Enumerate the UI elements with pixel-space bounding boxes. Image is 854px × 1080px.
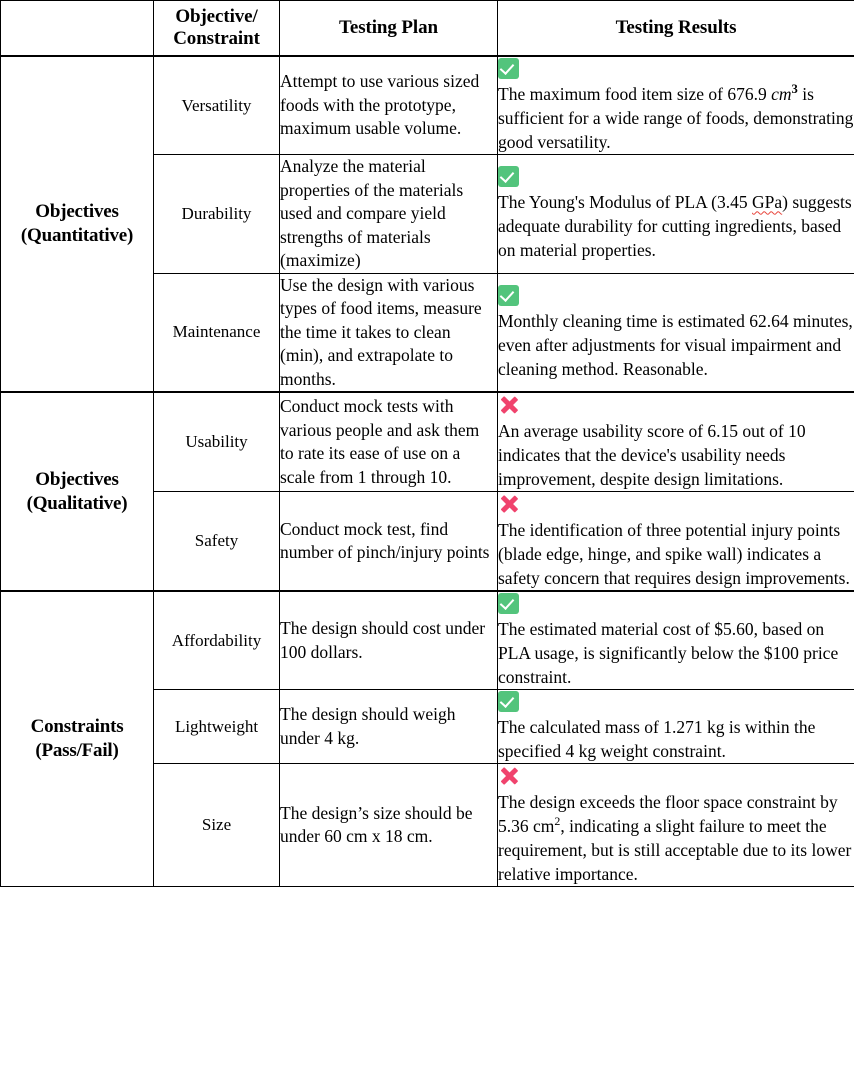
group-label-line1: Objectives xyxy=(35,201,119,222)
result-text-safety: The identification of three potential injury points (blade edge, hinge, and spike wall) indicates a safety concern that requires design improvements. xyxy=(498,520,850,588)
testing-plan-lightweight: The design should weigh under 4 kg. xyxy=(280,690,498,764)
table-row xyxy=(1,56,854,155)
result-text-part2: , indicating a slight failure to meet the requirement, but is still acceptable due to its lower relative importance. xyxy=(498,816,852,884)
result-text-lightweight: The calculated mass of 1.271 kg is within the specified 4 kg weight constraint. xyxy=(498,717,816,761)
group-label-line2: (Pass/Fail) xyxy=(35,740,119,761)
result-superscript: 2 xyxy=(554,814,561,829)
objective-name-lightweight: Lightweight xyxy=(154,690,280,764)
result-text-size xyxy=(498,790,854,886)
pass-check-icon xyxy=(498,285,854,306)
result-text-part1: The design exceeds the floor space constraint by 5.36 cm xyxy=(498,792,838,836)
testing-plan-versatility: Attempt to use various sized foods with the prototype, maximum usable volume. xyxy=(280,56,498,155)
group-label-line1: Objectives xyxy=(35,468,119,490)
pass-check-icon xyxy=(498,58,854,79)
result-text-part1: The Young's Modulus of PLA (3.45 xyxy=(498,192,753,213)
result-text-durability xyxy=(498,190,854,262)
group-label-line2: (Qualitative) xyxy=(26,492,128,514)
testing-result-durability xyxy=(498,155,854,274)
header-objective-line1: Objective/ xyxy=(175,6,258,27)
objective-name-size: Size xyxy=(154,764,280,887)
pass-check-icon xyxy=(498,593,854,614)
header-cell-testing-plan: Testing Plan xyxy=(280,1,498,57)
pass-check-icon xyxy=(498,691,854,712)
objective-name-maintenance: Maintenance xyxy=(154,273,280,392)
table-body xyxy=(1,56,854,887)
testing-plan-affordability: The design should cost under 100 dollars. xyxy=(280,591,498,690)
objective-name-usability: Usability xyxy=(154,392,280,492)
result-text-maintenance: Monthly cleaning time is estimated 62.64 minutes, even after adjustments for visual impairment and cleaning method. Reasonable. xyxy=(498,310,853,379)
objective-name-durability: Durability xyxy=(154,155,280,274)
unit-cm-cubed xyxy=(771,84,798,104)
header-cell-objective-constraint xyxy=(154,1,280,57)
fail-cross-icon xyxy=(498,765,854,787)
group-label-objectives-qualitative xyxy=(1,392,154,591)
header-objective-line2: Constraint xyxy=(173,28,260,49)
testing-result-affordability xyxy=(498,591,854,690)
testing-result-maintenance xyxy=(498,273,854,392)
header-cell-testing-results: Testing Results xyxy=(498,1,854,57)
testing-result-versatility xyxy=(498,56,854,155)
group-label-constraints-pass-fail xyxy=(1,591,154,887)
testing-result-usability xyxy=(498,392,854,492)
objective-name-affordability: Affordability xyxy=(154,591,280,690)
pass-check-icon xyxy=(498,166,854,187)
result-text-part2: ) suggests adequate durability for cutting ingredients, based on material properties. xyxy=(498,192,852,261)
unit-exponent: 3 xyxy=(791,82,798,97)
table-row xyxy=(1,392,854,492)
result-text-part2: is sufficient for a wide range of foods, demonstrating good versatility. xyxy=(498,84,854,152)
unit-base: cm xyxy=(771,84,792,104)
testing-plan-maintenance: Use the design with various types of food items, measure the time it takes to clean (min), and extrapolate to months. xyxy=(280,273,498,392)
header-row xyxy=(1,1,854,57)
fail-cross-icon xyxy=(498,493,854,515)
testing-plan-size: The design’s size should be under 60 cm x 18 cm. xyxy=(280,764,498,887)
table-header xyxy=(1,1,854,57)
result-text-part1: The maximum food item size of 676.9 xyxy=(498,84,772,104)
table-row xyxy=(1,591,854,690)
group-label-objectives-quantitative xyxy=(1,56,154,392)
spellcheck-word-gpa: GPa xyxy=(752,192,783,213)
group-label-line2: (Quantitative) xyxy=(20,225,134,246)
objective-name-safety: Safety xyxy=(154,492,280,592)
result-text-usability: An average usability score of 6.15 out of 10 indicates that the device's usability needs improvement, despite design limitations. xyxy=(498,421,806,489)
header-cell-blank xyxy=(1,1,154,57)
result-text-versatility xyxy=(498,82,854,154)
testing-plan-durability: Analyze the material properties of the materials used and compare yield strengths of materials (maximize) xyxy=(280,155,498,274)
group-label-line1: Constraints xyxy=(30,716,124,737)
testing-result-lightweight xyxy=(498,690,854,764)
testing-plan-safety: Conduct mock test, find number of pinch/injury points xyxy=(280,492,498,592)
result-text-affordability: The estimated material cost of $5.60, based on PLA usage, is significantly below the $100 price constraint. xyxy=(498,619,839,687)
objective-name-versatility: Versatility xyxy=(154,56,280,155)
testing-result-size xyxy=(498,764,854,887)
testing-plan-usability: Conduct mock tests with various people and ask them to rate its ease of use on a scale from 1 through 10. xyxy=(280,392,498,492)
testing-result-safety xyxy=(498,492,854,592)
fail-cross-icon xyxy=(498,394,854,416)
